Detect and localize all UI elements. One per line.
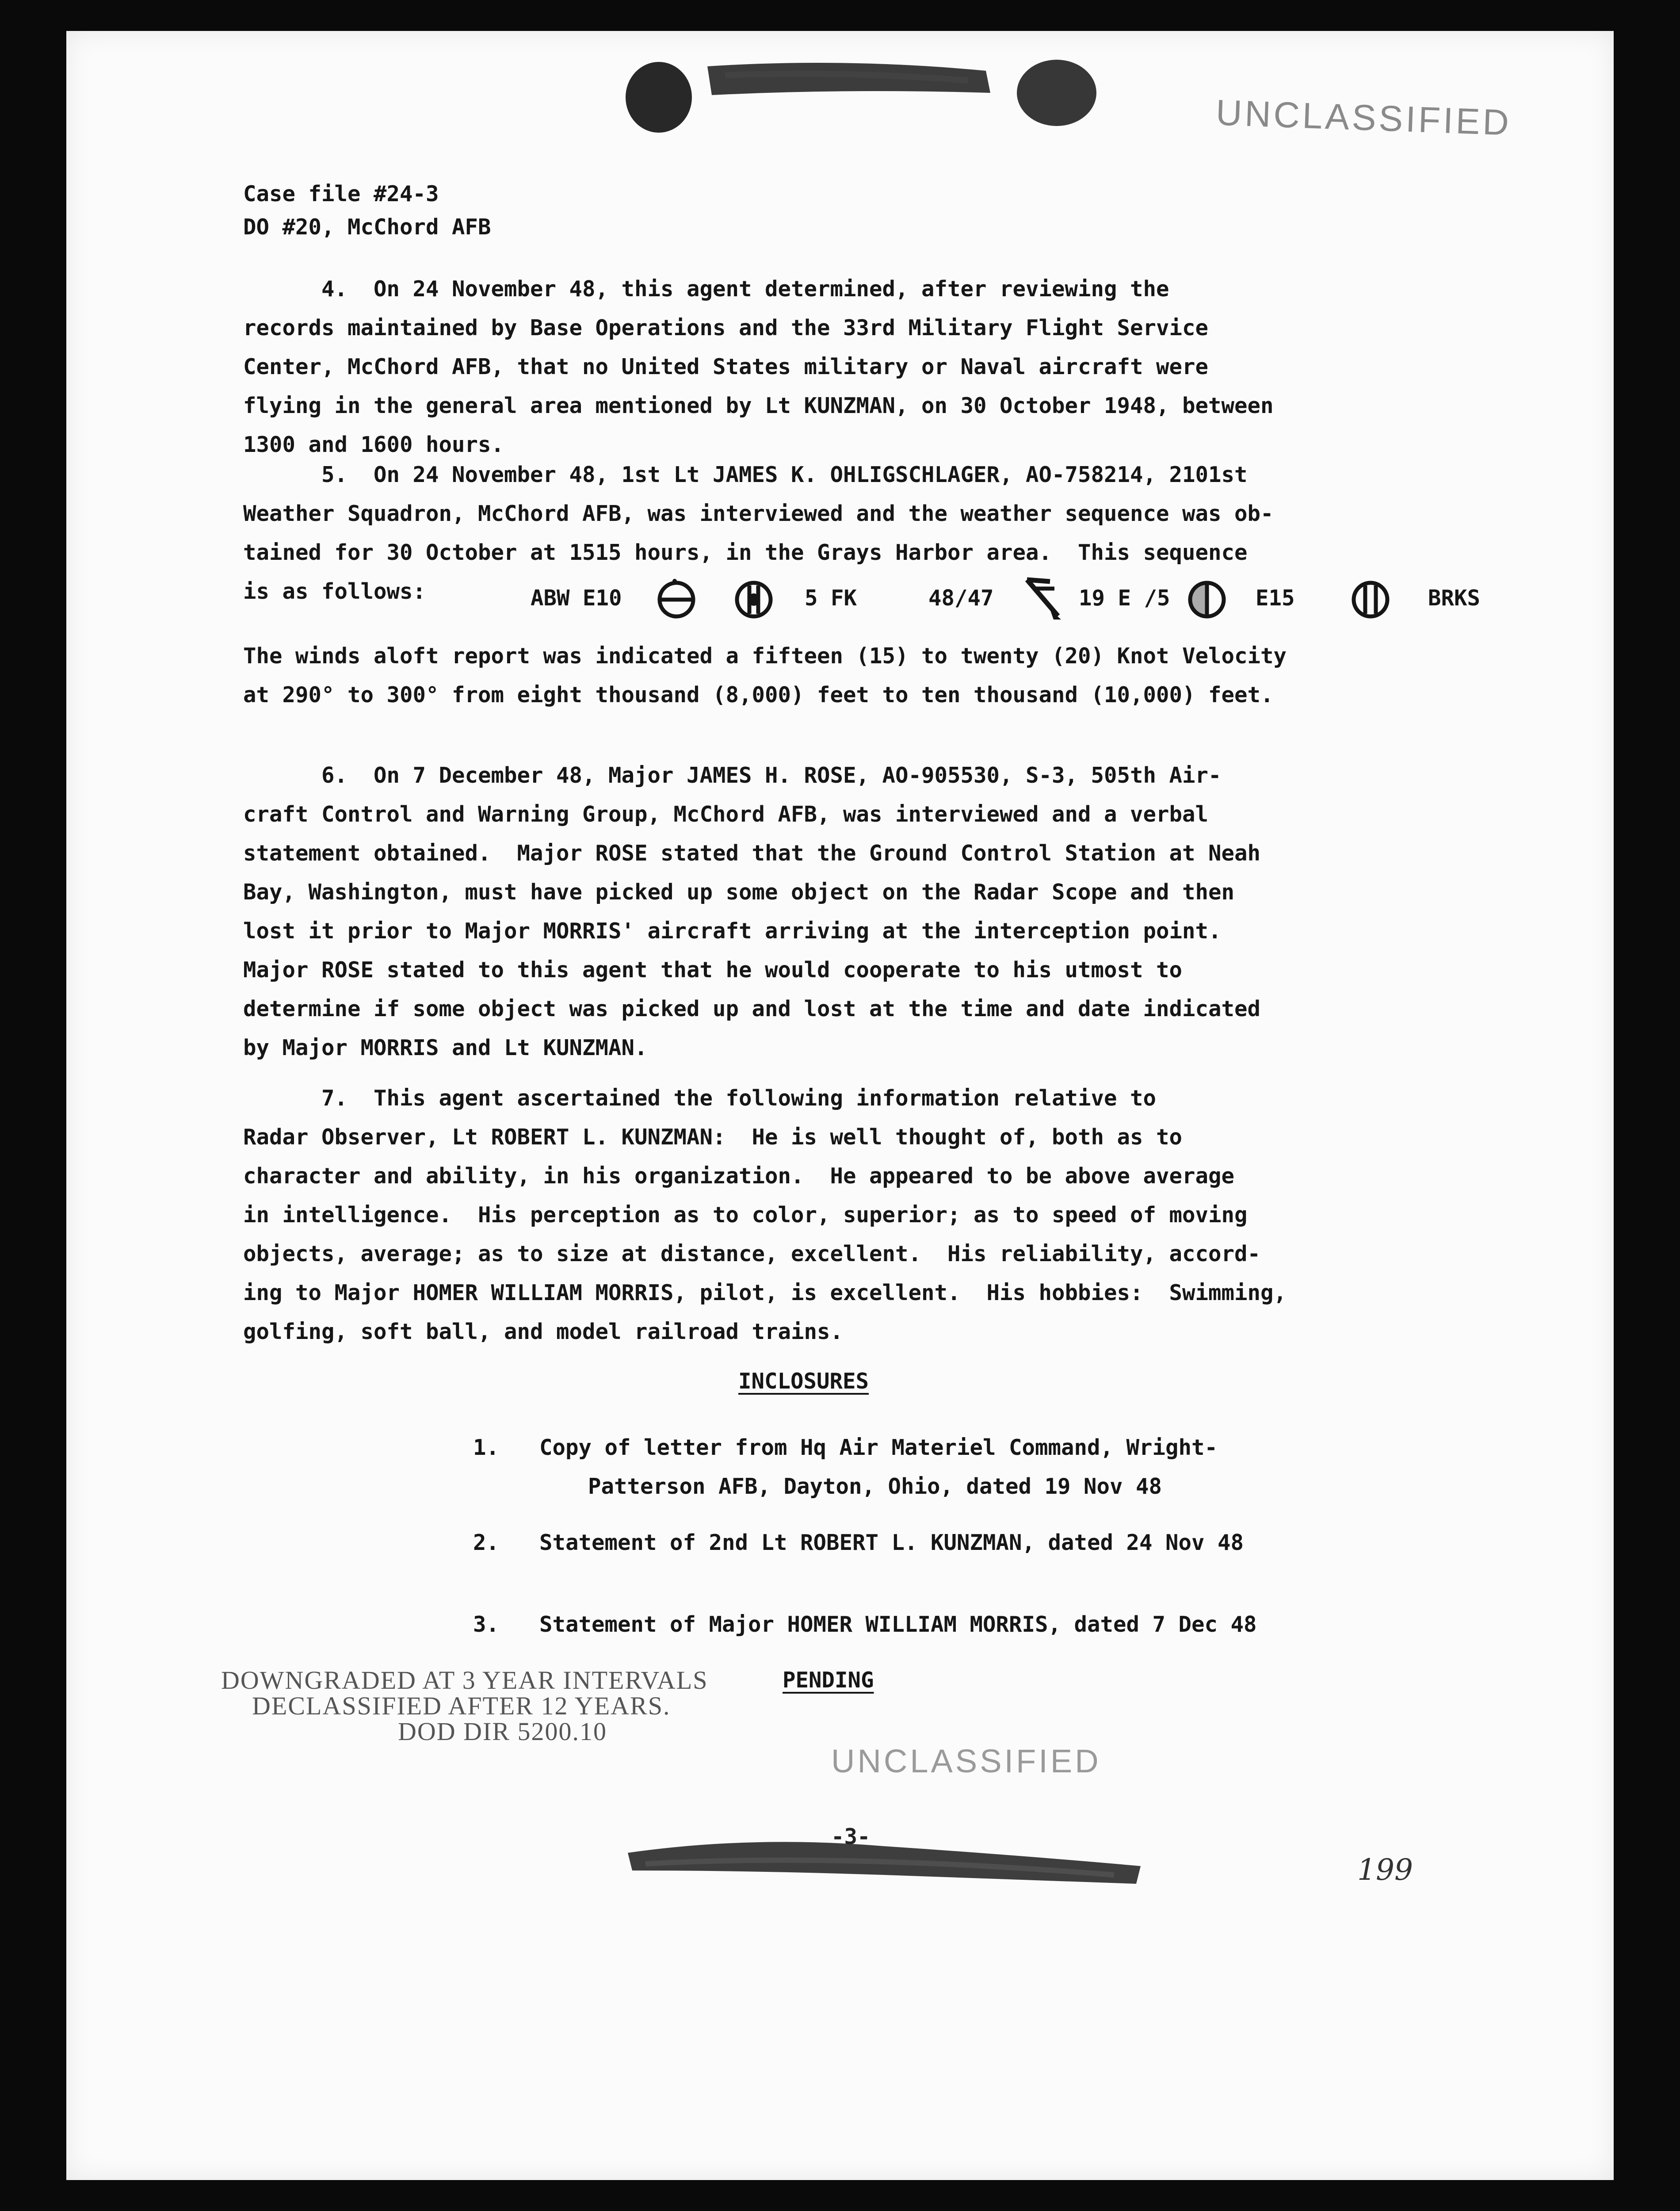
paragraph-line: 7. This agent ascertained the following information relative to (243, 1086, 1157, 1111)
paragraph-line: Radar Observer, Lt ROBERT L. KUNZMAN: He is well thought of, both as to (243, 1125, 1183, 1150)
downgrade-pending: PENDING (783, 1668, 874, 1693)
inclosure-text: Statement of 2nd Lt ROBERT L. KUNZMAN, dated 24 Nov 48 (539, 1530, 1244, 1555)
bottom-redaction-smudge (619, 1826, 1149, 1901)
case-file-line: Case file #24-3 (243, 181, 439, 207)
paragraph-line: in intelligence. His perception as to color, superior; as to speed of moving (243, 1202, 1248, 1228)
paragraph-line: determine if some object was picked up and lost at the time and date indicated (243, 996, 1261, 1021)
ceiling-remark: E15 (1256, 585, 1295, 611)
paragraph-line: is as follows: (243, 579, 426, 604)
paragraph-line: Major ROSE stated to this agent that he would cooperate to his utmost to (243, 957, 1183, 983)
paragraph-line: Weather Squadron, McChord AFB, was interviewed and the weather sequence was ob- (243, 501, 1274, 526)
broken-clouds-symbol-icon (1185, 578, 1229, 622)
inclosure-number: 3. (473, 1612, 500, 1637)
document-page (66, 31, 1614, 2180)
downgrade-line: DECLASSIFIED AFTER 12 YEARS. (252, 1691, 671, 1720)
winds-aloft-line: The winds aloft report was indicated a fifteen (15) to twenty (20) Knot Velocity (243, 643, 1287, 669)
breaks-remark: BRKS (1428, 585, 1481, 611)
top-redaction-smudge (623, 40, 1110, 137)
paragraph-line: tained for 30 October at 1515 hours, in the Grays Harbor area. This sequence (243, 540, 1248, 565)
paragraph-line: statement obtained. Major ROSE stated that the Ground Control Station at Neah (243, 841, 1261, 866)
paragraph-line: flying in the general area mentioned by Lt KUNZMAN, on 30 October 1948, between (243, 393, 1274, 418)
sky-cover-symbol-icon (654, 578, 699, 622)
downgrade-line: DOD DIR 5200.10 (398, 1717, 607, 1746)
inclosure-text: Statement of Major HOMER WILLIAM MORRIS, dated 7 Dec 48 (539, 1612, 1257, 1637)
paragraph-line: craft Control and Warning Group, McChord AFB, was interviewed and a verbal (243, 802, 1209, 827)
paragraph-line: golfing, soft ball, and model railroad trains. (243, 1319, 844, 1344)
inclosure-text: Copy of letter from Hq Air Materiel Command, Wright- (539, 1435, 1218, 1460)
inclosure-number: 1. (473, 1435, 500, 1460)
bottom-classification-stamp: UNCLASSIFIED (831, 1743, 1101, 1779)
downgrade-line: DOWNGRADED AT 3 YEAR INTERVALS (221, 1666, 708, 1695)
paragraph-line: records maintained by Base Operations and the 33rd Military Flight Service (243, 315, 1209, 340)
paragraph-line: lost it prior to Major MORRIS' aircraft arriving at the interception point. (243, 918, 1222, 944)
paragraph-line: Center, McChord AFB, that no United States military or Naval aircraft were (243, 354, 1209, 379)
paragraph-line: Bay, Washington, must have picked up some object on the Radar Scope and then (243, 880, 1235, 905)
cloud-cover-symbol-icon (1348, 578, 1393, 622)
handwritten-page-number: 199 (1357, 1853, 1413, 1887)
inclosure-text: Patterson AFB, Dayton, Ohio, dated 19 Nov 48 (588, 1474, 1162, 1499)
paragraph-line: 1300 and 1600 hours. (243, 432, 504, 457)
paragraph-line: 6. On 7 December 48, Major JAMES H. ROSE, AO-905530, S-3, 505th Air- (243, 763, 1222, 788)
top-classification-stamp: UNCLASSIFIED (1215, 92, 1512, 143)
paragraph-line: objects, average; as to size at distance, excellent. His reliability, accord- (243, 1241, 1261, 1266)
page-number: -3- (831, 1824, 871, 1849)
district-line: DO #20, McChord AFB (243, 214, 491, 240)
temp-dewpoint: 48/47 (928, 585, 994, 611)
winds-aloft-line: at 290° to 300° from eight thousand (8,000) feet to ten thousand (10,000) feet. (243, 682, 1274, 708)
wind-arrow-icon (1019, 572, 1068, 625)
paragraph-line: by Major MORRIS and Lt KUNZMAN. (243, 1035, 648, 1060)
weather-station: ABW E10 (531, 585, 622, 611)
paragraph-line: 5. On 24 November 48, 1st Lt JAMES K. OHLIGSCHLAGER, AO-758214, 2101st (243, 462, 1248, 487)
inclosure-number: 2. (473, 1530, 500, 1555)
overcast-symbol-icon (732, 578, 776, 622)
visibility-weather: 5 FK (805, 585, 857, 611)
inclosures-heading: INCLOSURES (738, 1369, 869, 1394)
paragraph-line: character and ability, in his organization. He appeared to be above average (243, 1163, 1235, 1189)
paragraph-line: 4. On 24 November 48, this agent determined, after reviewing the (243, 276, 1169, 302)
paragraph-line: ing to Major HOMER WILLIAM MORRIS, pilot, is excellent. His hobbies: Swimming, (243, 1280, 1287, 1305)
wind-altimeter: 19 E /5 (1079, 585, 1170, 611)
